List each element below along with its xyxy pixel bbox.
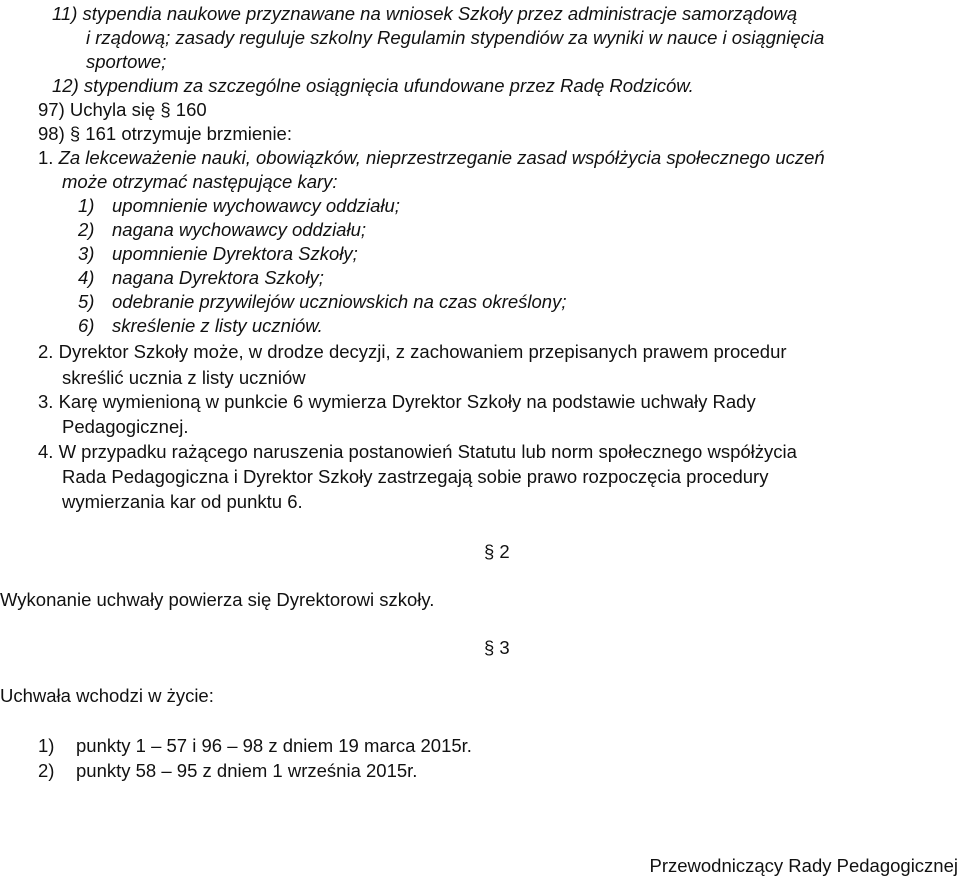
effective-date-item: 2) punkty 58 – 95 z dniem 1 września 2015r. (38, 760, 418, 781)
effective-date-heading: Uchwała wchodzi w życie: (0, 685, 214, 706)
paragraph-4-number: 4. (38, 441, 54, 462)
paragraph-2-number: 2. (38, 341, 54, 362)
penalty-item: 3) upomnienie Dyrektora Szkoły; (78, 243, 358, 264)
amendment-97: 97) Uchyla się § 160 (38, 99, 207, 120)
penalty-item: 4) nagana Dyrektora Szkoły; (78, 267, 324, 288)
effective-date-item: 1) punkty 1 – 57 i 96 – 98 z dniem 19 marca 2015r. (38, 735, 472, 756)
paragraph-3-line2: Pedagogicznej. (62, 416, 189, 437)
amendment-98: 98) § 161 otrzymuje brzmienie: (38, 123, 292, 144)
paragraph-2-text: Dyrektor Szkoły może, w drodze decyzji, z zachowaniem przepisanych prawem procedur (58, 341, 787, 362)
penalty-item: 5) odebranie przywilejów uczniowskich na czas określony; (78, 291, 567, 312)
paragraph-1-line2: może otrzymać następujące kary: (62, 171, 338, 192)
paragraph-4-text: W przypadku rażącego naruszenia postanowień Statutu lub norm społecznego współżycia (58, 441, 797, 462)
paragraph-2-line1 (38, 340, 787, 363)
scholarship-item-11-line1: 11) stypendia naukowe przyznawane na wniosek Szkoły przez administracje samorządową (52, 3, 798, 24)
signature-line: Przewodniczący Rady Pedagogicznej (649, 855, 958, 876)
paragraph-4-line1 (38, 440, 797, 463)
penalty-item: 6) skreślenie z listy uczniów. (78, 315, 323, 336)
section-3-heading: § 3 (484, 637, 510, 658)
paragraph-2-line2: skreślić ucznia z listy uczniów (62, 367, 306, 388)
paragraph-1-line1 (38, 146, 825, 169)
paragraph-4-line3: wymierzania kar od punktu 6. (62, 491, 303, 512)
paragraph-1-text: Za lekceważenie nauki, obowiązków, nieprzestrzeganie zasad współżycia społecznego uczeń (58, 147, 825, 168)
scholarship-item-11-line3: sportowe; (86, 51, 167, 72)
section-2-heading: § 2 (484, 541, 510, 562)
paragraph-3-line1 (38, 390, 756, 413)
paragraph-1-number: 1. (38, 147, 54, 168)
scholarship-item-12: 12) stypendium za szczególne osiągnięcia ufundowane przez Radę Rodziców. (52, 75, 694, 96)
paragraph-3-text: Karę wymienioną w punkcie 6 wymierza Dyrektor Szkoły na podstawie uchwały Rady (58, 391, 756, 412)
penalty-item: 1) upomnienie wychowawcy oddziału; (78, 195, 400, 216)
scholarship-item-11-line2: i rządową; zasady reguluje szkolny Regulamin stypendiów za wyniki w nauce i osiągnięcia (86, 27, 825, 48)
penalty-item: 2) nagana wychowawcy oddziału; (78, 219, 367, 240)
paragraph-4-line2: Rada Pedagogiczna i Dyrektor Szkoły zastrzegają sobie prawo rozpoczęcia procedury (62, 466, 769, 487)
execution-clause: Wykonanie uchwały powierza się Dyrektorowi szkoły. (0, 589, 435, 610)
paragraph-3-number: 3. (38, 391, 54, 412)
